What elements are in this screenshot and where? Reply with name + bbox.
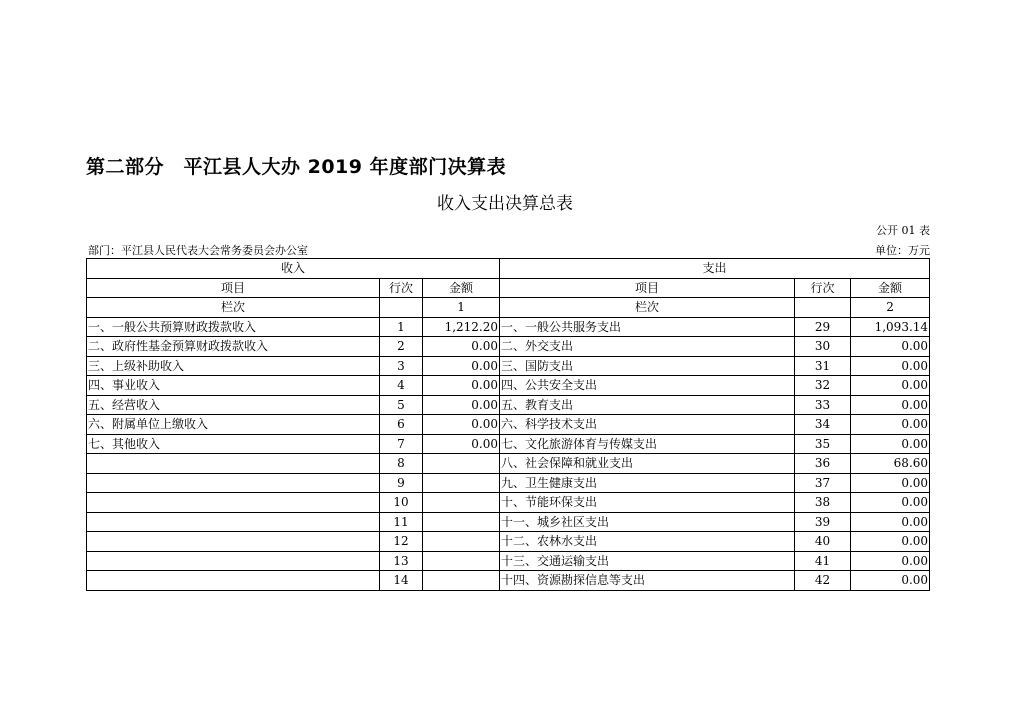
income-column-number: 1 [423, 298, 500, 318]
expense-amount: 1,093.14 [851, 317, 930, 337]
form-number: 公开 01 表 [876, 224, 930, 237]
expense-column-number: 2 [851, 298, 930, 318]
expense-row-number: 36 [795, 454, 851, 474]
income-amount-header: 金额 [423, 278, 500, 298]
table-row [87, 532, 930, 552]
expense-amount: 0.00 [851, 473, 930, 493]
income-item [87, 571, 380, 591]
empty-cell [380, 298, 423, 318]
expense-item: 十一、城乡社区支出 [500, 512, 795, 532]
income-item [87, 473, 380, 493]
income-item [87, 532, 380, 552]
column-header-row [87, 278, 930, 298]
income-header: 收入 [87, 259, 500, 279]
table-row [87, 337, 930, 357]
table-row [87, 356, 930, 376]
expense-row-number: 35 [795, 434, 851, 454]
expense-item: 五、教育支出 [500, 395, 795, 415]
table-row [87, 395, 930, 415]
expense-row-number: 40 [795, 532, 851, 552]
expense-lanci-label: 栏次 [500, 298, 795, 318]
expense-amount: 0.00 [851, 512, 930, 532]
part-title: 第二部分 平江县人大办 2019 年度部门决算表 [86, 156, 507, 178]
expense-header: 支出 [500, 259, 930, 279]
income-row-number: 3 [380, 356, 423, 376]
income-amount [423, 512, 500, 532]
table-row [87, 317, 930, 337]
expense-row-number: 30 [795, 337, 851, 357]
expense-item-header: 项目 [500, 278, 795, 298]
table-row [87, 551, 930, 571]
income-row-header: 行次 [380, 278, 423, 298]
expense-item: 十二、农林水支出 [500, 532, 795, 552]
income-amount: 0.00 [423, 415, 500, 435]
income-amount [423, 493, 500, 513]
empty-cell [795, 298, 851, 318]
expense-amount: 68.60 [851, 454, 930, 474]
income-amount [423, 473, 500, 493]
expense-amount: 0.00 [851, 395, 930, 415]
expense-row-number: 33 [795, 395, 851, 415]
expense-row-number: 29 [795, 317, 851, 337]
expense-item: 十、节能环保支出 [500, 493, 795, 513]
expense-amount: 0.00 [851, 434, 930, 454]
table-row [87, 473, 930, 493]
income-amount [423, 571, 500, 591]
expense-row-number: 42 [795, 571, 851, 591]
income-amount [423, 551, 500, 571]
table-row [87, 376, 930, 396]
expense-row-number: 32 [795, 376, 851, 396]
expense-amount: 0.00 [851, 493, 930, 513]
income-item [87, 551, 380, 571]
income-row-number: 2 [380, 337, 423, 357]
income-expense-table [86, 258, 930, 591]
income-item [87, 493, 380, 513]
income-item: 三、上级补助收入 [87, 356, 380, 376]
expense-amount: 0.00 [851, 571, 930, 591]
income-row-number: 7 [380, 434, 423, 454]
income-lanci-label: 栏次 [87, 298, 380, 318]
income-row-number: 13 [380, 551, 423, 571]
section-header-row [87, 259, 930, 279]
expense-amount: 0.00 [851, 415, 930, 435]
expense-item: 十四、资源勘探信息等支出 [500, 571, 795, 591]
income-amount: 1,212.20 [423, 317, 500, 337]
income-amount: 0.00 [423, 434, 500, 454]
income-item-header: 项目 [87, 278, 380, 298]
income-row-number: 11 [380, 512, 423, 532]
income-item: 一、一般公共预算财政拨款收入 [87, 317, 380, 337]
table-row [87, 415, 930, 435]
expense-item: 六、科学技术支出 [500, 415, 795, 435]
expense-row-number: 31 [795, 356, 851, 376]
expense-item: 二、外交支出 [500, 337, 795, 357]
expense-row-number: 38 [795, 493, 851, 513]
income-row-number: 6 [380, 415, 423, 435]
income-amount: 0.00 [423, 356, 500, 376]
unit-label: 单位：万元 [875, 244, 930, 257]
expense-amount: 0.00 [851, 532, 930, 552]
income-item: 六、附属单位上缴收入 [87, 415, 380, 435]
column-number-row [87, 298, 930, 318]
table-row [87, 571, 930, 591]
income-row-number: 4 [380, 376, 423, 396]
expense-row-number: 39 [795, 512, 851, 532]
expense-item: 七、文化旅游体育与传媒支出 [500, 434, 795, 454]
income-item: 二、政府性基金预算财政拨款收入 [87, 337, 380, 357]
expense-item: 一、一般公共服务支出 [500, 317, 795, 337]
income-amount: 0.00 [423, 337, 500, 357]
expense-item: 八、社会保障和就业支出 [500, 454, 795, 474]
table-row [87, 512, 930, 532]
expense-item: 十三、交通运输支出 [500, 551, 795, 571]
expense-amount: 0.00 [851, 376, 930, 396]
table-row [87, 493, 930, 513]
income-row-number: 5 [380, 395, 423, 415]
income-row-number: 10 [380, 493, 423, 513]
income-amount [423, 454, 500, 474]
income-row-number: 12 [380, 532, 423, 552]
income-item: 七、其他收入 [87, 434, 380, 454]
table-row [87, 454, 930, 474]
table-row [87, 434, 930, 454]
income-row-number: 8 [380, 454, 423, 474]
income-amount: 0.00 [423, 395, 500, 415]
expense-row-number: 37 [795, 473, 851, 493]
income-item: 四、事业收入 [87, 376, 380, 396]
income-row-number: 1 [380, 317, 423, 337]
income-amount [423, 532, 500, 552]
department-label: 部门：平江县人民代表大会常务委员会办公室 [88, 244, 308, 257]
income-item: 五、经营收入 [87, 395, 380, 415]
expense-row-number: 34 [795, 415, 851, 435]
income-amount: 0.00 [423, 376, 500, 396]
expense-item: 三、国防支出 [500, 356, 795, 376]
table-title: 收入支出决算总表 [437, 194, 573, 214]
expense-amount: 0.00 [851, 356, 930, 376]
expense-item: 九、卫生健康支出 [500, 473, 795, 493]
income-item [87, 512, 380, 532]
expense-amount-header: 金额 [851, 278, 930, 298]
income-row-number: 14 [380, 571, 423, 591]
income-item [87, 454, 380, 474]
expense-amount: 0.00 [851, 551, 930, 571]
expense-amount: 0.00 [851, 337, 930, 357]
expense-item: 四、公共安全支出 [500, 376, 795, 396]
expense-row-number: 41 [795, 551, 851, 571]
expense-row-header: 行次 [795, 278, 851, 298]
income-row-number: 9 [380, 473, 423, 493]
